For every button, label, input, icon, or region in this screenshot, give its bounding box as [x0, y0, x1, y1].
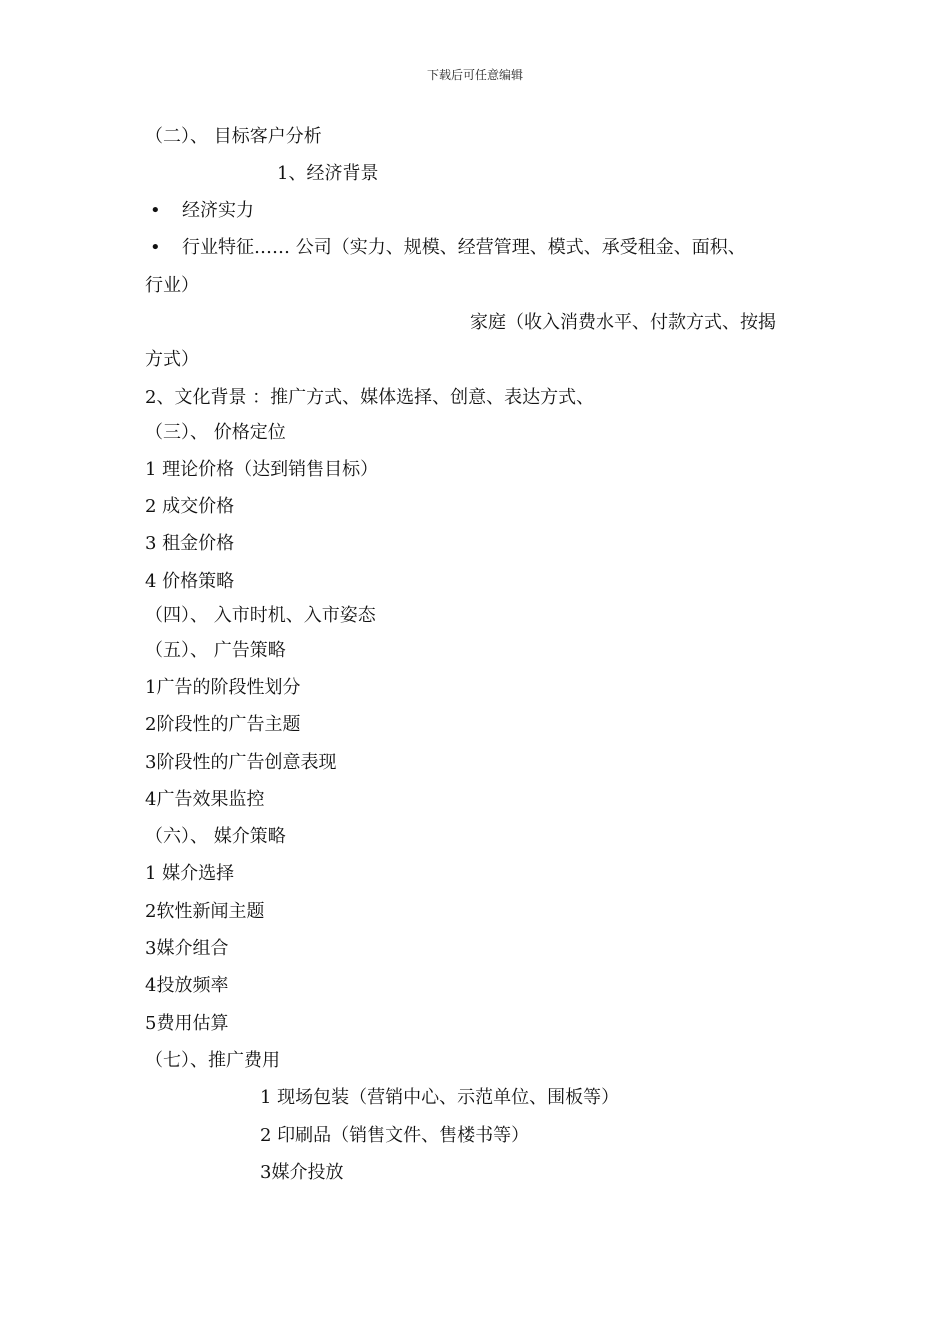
list-item: 2软性新闻主题	[145, 901, 265, 922]
list-item: 1 媒介选择	[145, 863, 235, 884]
list-item: 3媒介组合	[145, 938, 229, 959]
section-3-heading: （三）、 价格定位	[145, 422, 286, 443]
list-item: 3阶段性的广告创意表现	[145, 752, 337, 773]
bullet-economic-strength: 经济实力	[182, 200, 254, 221]
subheading-cultural-background: 2、文化背景 ：推广方式、媒体选择、创意、表达方式、	[145, 387, 595, 408]
bullet-industry-features: 行业特征…… 公司（实力、规模、经营管理、模式、承受租金、面积、	[182, 237, 746, 258]
list-item: 2 印刷品（销售文件、售楼书等）	[260, 1125, 530, 1146]
list-item: 3媒介投放	[260, 1162, 344, 1183]
bullet-marker: •	[150, 237, 161, 258]
list-item: 4广告效果监控	[145, 789, 265, 810]
list-item: 4投放频率	[145, 975, 229, 996]
list-item: 5费用估算	[145, 1013, 229, 1034]
text-line: 方式）	[145, 349, 199, 370]
section-6-heading: （六）、 媒介策略	[145, 826, 286, 847]
list-item: 1 现场包装（营销中心、示范单位、围板等）	[260, 1087, 620, 1108]
list-item: 1 理论价格（达到销售目标）	[145, 459, 379, 480]
subheading-economic-background: 1、经济背景	[277, 163, 379, 184]
section-5-heading: （五）、 广告策略	[145, 640, 286, 661]
list-item: 2 成交价格	[145, 496, 235, 517]
section-7-heading: （七）、推广费用	[145, 1050, 280, 1071]
list-item: 1广告的阶段性划分	[145, 677, 301, 698]
list-item: 3 租金价格	[145, 533, 235, 554]
text-line-household: 家庭（收入消费水平、付款方式、按揭	[470, 312, 776, 333]
section-4-heading: （四）、 入市时机、入市姿态	[145, 605, 376, 626]
text-line: 行业）	[145, 275, 199, 296]
list-item: 4 价格策略	[145, 571, 235, 592]
section-2-heading: （二）、 目标客户分析	[145, 126, 322, 147]
bullet-marker: •	[150, 200, 161, 221]
page-header: 下载后可任意编辑	[426, 68, 523, 82]
list-item: 2阶段性的广告主题	[145, 714, 301, 735]
